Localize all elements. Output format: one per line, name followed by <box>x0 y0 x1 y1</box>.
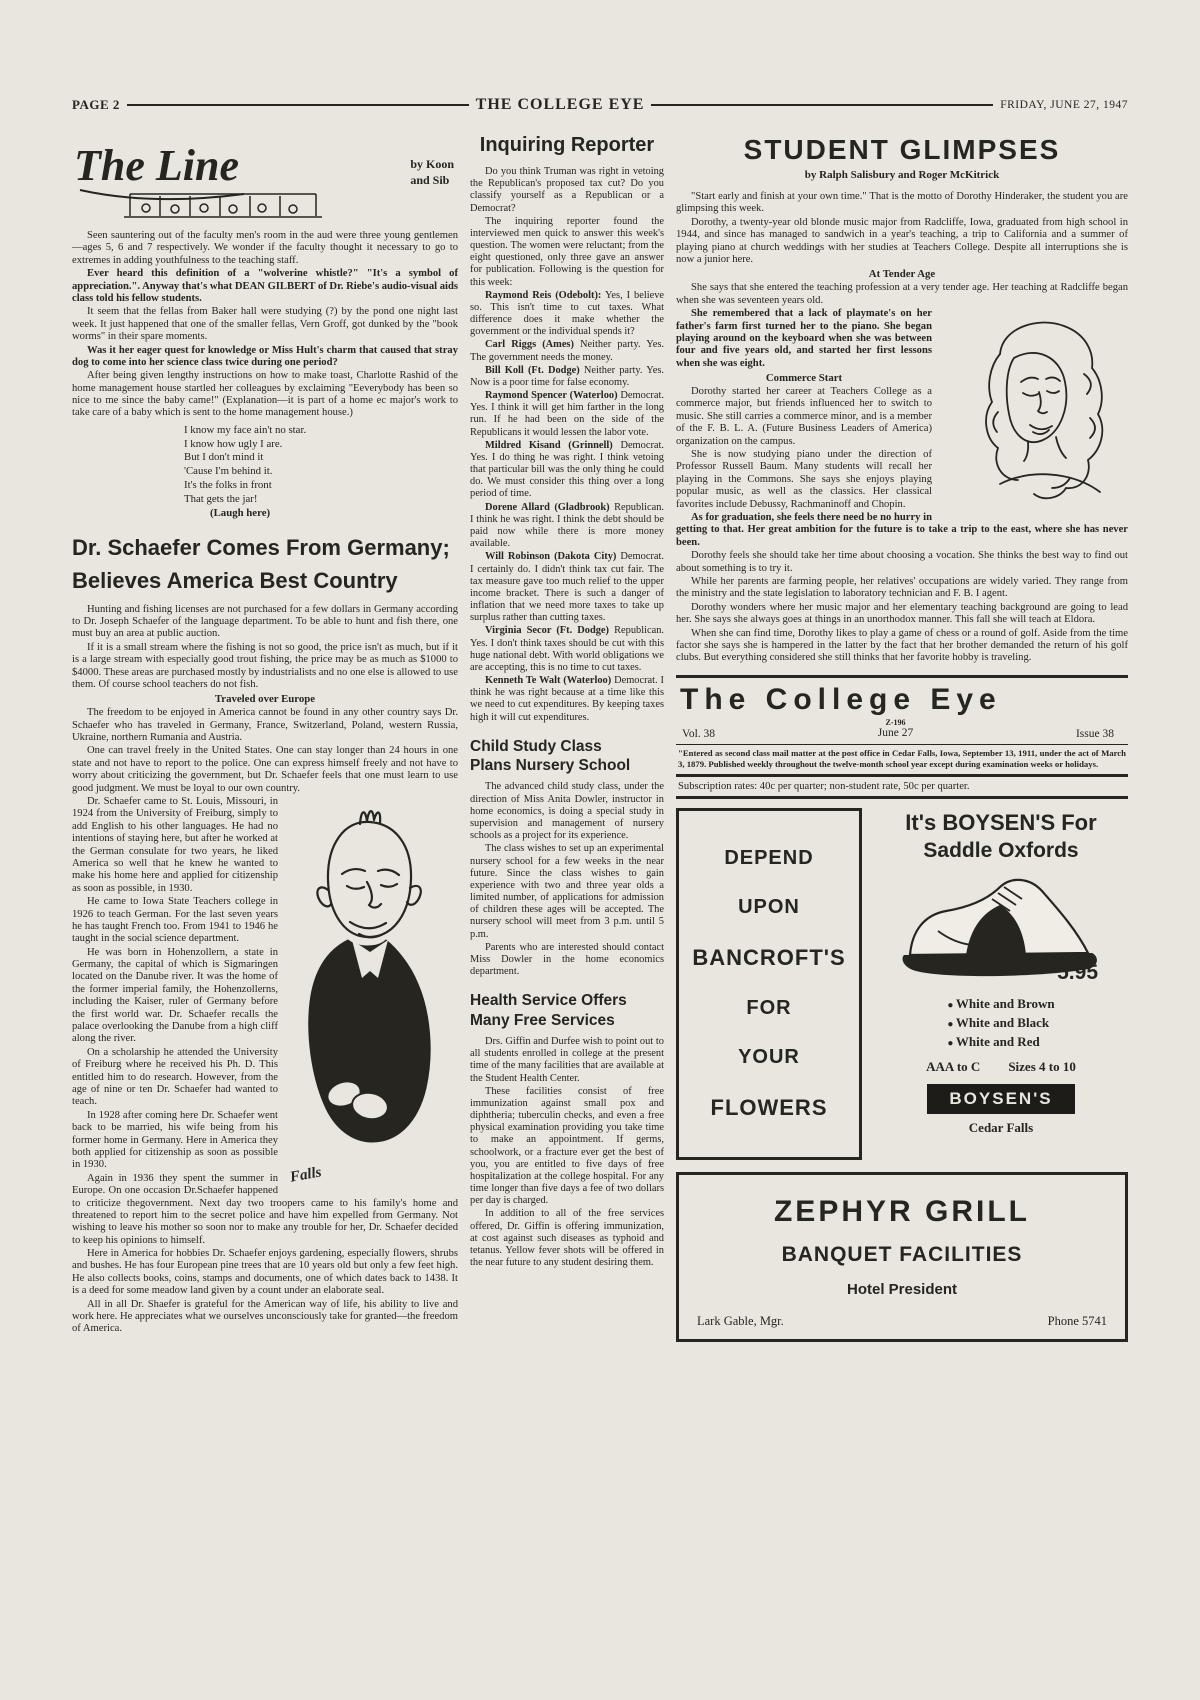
response-paragraph <box>470 502 664 551</box>
masthead-volume-row <box>676 719 1128 744</box>
headline-line: Many Free Services <box>470 1011 615 1029</box>
issue-date: FRIDAY, JUNE 27, 1947 <box>1000 99 1128 111</box>
ad-footer-row <box>697 1314 1107 1329</box>
response-paragraph <box>470 440 664 501</box>
response-paragraph <box>470 290 664 339</box>
paragraph: Drs. Giffin and Durfee wish to point out to all students enrolled in college at the present time of the many facilities that are available at the Student Health Center. <box>470 1035 664 1084</box>
paragraph: He came to Iowa State Teachers college in 1926 to teach German. For the last seven years he has taught French too. From 1941 to 1946 he taught in the social science department. <box>72 896 278 945</box>
boysens-ad <box>874 808 1128 1160</box>
headline-line: Child Study Class <box>470 737 602 755</box>
paragraph: Here in America for hobbies Dr. Schaefer enjoys gardening, especially flowers, shrubs and bushes. He has four European pine trees that are 10 years old but only a few feet high. He also collects books, coins, stamps and documents, one of which dates back to 1438. It is a deed for some meadow land given by a count under an elaborate seal. <box>72 1248 458 1297</box>
phone-number: Phone 5741 <box>1047 1313 1107 1328</box>
inquiring-reporter-headline: Inquiring Reporter <box>479 134 655 156</box>
respondent-name: Bill Koll (Ft. Dodge) <box>485 364 580 376</box>
issue-label: Issue 38 <box>1075 728 1114 741</box>
response-paragraph <box>470 390 664 439</box>
paragraph: One can travel freely in the United States. One can stay longer than 24 hours in one state and not have to report to the police. One can express himself freely and not have to worry about criticizing the government, but Dr. Schaefer feels that one must learn to use good judgment. We must be loyal to our own country. <box>72 745 458 794</box>
bullet-item <box>947 1015 1054 1031</box>
paragraph: He was born in Hohenzollern, a state in Germany, the capital of which is Sigmaringen located on the Danube river. It was the home of the former imperial family, the Hohenzollerns, including the Kaiser, ruler of Germany before the first world war. Dr. Schaefer recalls the palace overlooking the Danube from a high cliff along the river. <box>72 946 278 1045</box>
header-rule-right <box>651 104 993 106</box>
volume-label: Vol. 38 <box>682 728 716 741</box>
paragraph: On a scholarship he attended the University of Freiburg where he received his Ph. D. This entitled him to do research. However, from the age of nine or ten Dr. Schaefer had wanted to teach. <box>72 1046 278 1108</box>
masthead-title: The College Eye <box>680 682 1002 716</box>
paragraph: The inquiring reporter found the interviewed men quick to answer this week's question. The women were reluctant; from the eight questioned, only three gave an answer for publication. Following is the question for this week: <box>470 215 664 288</box>
z-code: Z-196 <box>885 717 906 727</box>
respondent-answer: Democrat. Yes. I do thing he was right. I think vetoing that particular bill was the only thing he could do. We must consider this thing over a long period of time. <box>470 439 664 500</box>
size-range: Sizes 4 to 10 <box>1008 1058 1076 1074</box>
paragraph: Dorothy started her career at Teachers College as a commerce major, but friends influenced her to switch to music. She still carries a commerce minor, and is a member of the F. B. L. A. (Future Business Leaders of America) organization on the campus. <box>676 386 932 447</box>
column-right <box>676 134 1128 1342</box>
headline-line: Plans Nursery School <box>470 757 631 775</box>
ad-line: BANCROFT'S <box>692 944 846 970</box>
bullet-item <box>947 1034 1054 1050</box>
schaefer-caricature-illustration <box>286 798 458 1190</box>
poem-line: It's the folks in front <box>184 479 272 492</box>
paragraph: While her parents are farming people, her relatives' occupations are widely varied. They range from the ministry and the state legislation to laboratory technician and F. B. I agent. <box>676 575 1128 600</box>
newspaper-title: THE COLLEGE EYE <box>475 96 645 113</box>
respondent-name: Will Robinson (Dakota City) <box>485 551 617 563</box>
ad-headline: ZEPHYR GRILL <box>773 1194 1030 1228</box>
respondent-answer: Republican. I think he was right. I think the debt should be paid now while there is more money available. <box>470 501 664 550</box>
section-subhead: Commerce Start <box>765 372 843 385</box>
the-line-masthead <box>72 134 458 230</box>
paragraph: "Start early and finish at your own time." That is the motto of Dorothy Hinderaker, the student you are glimpsing this week. <box>676 191 1128 215</box>
store-city: Cedar Falls <box>968 1119 1034 1135</box>
paragraph: Parents who are interested should contact Miss Dowler in the home economics department. <box>470 941 664 978</box>
artist-signature: Falls <box>288 1164 323 1186</box>
respondent-name: Kenneth Te Walt (Waterloo) <box>485 675 612 687</box>
section-subhead: Traveled over Europe <box>214 693 316 706</box>
ad-line: UPON <box>738 895 800 918</box>
paragraph: She remembered that a lack of playmate's on her father's farm first turned her to the piano. She began playing around on the keyboard when she was between four and five years old, and started her first lessons when she was eight. <box>676 308 932 369</box>
poem-tag: (Laugh here) <box>210 506 271 519</box>
bullet-item <box>947 996 1054 1012</box>
paragraph: As for graduation, she feels there need be no hurry in getting to that. Her great ambition for the future is to take a trip to the east, where she has never been. <box>676 511 1128 548</box>
ad-headline: It's BOYSEN'S For <box>905 809 1097 835</box>
respondent-answer: Democrat. Yes. I think it will get him farther in the long run. If he had been on the side of the Republicans it would lessen the labor vote. <box>470 390 664 438</box>
paragraph: She says that she entered the teaching profession at a very tender age. Her teaching at Radcliffe began when she was seventeen years old. <box>676 282 1128 306</box>
ad-line: FLOWERS <box>710 1094 828 1120</box>
ad-subheadline: BANQUET FACILITIES <box>781 1242 1023 1266</box>
header-rule-left <box>127 104 469 106</box>
price-label: 5.95 <box>1057 960 1098 984</box>
paragraph: When she can find time, Dorothy likes to play a game of chess or a round of golf. Aside from the time factor she says she is hampered in the latter by the fact that her brother demanded the return of his golf clubs. But everything considered she still thinks that her favorite hobby is traveling. <box>676 627 1128 664</box>
respondent-name: Virginia Secor (Ft. Dodge) <box>485 625 609 637</box>
health-service-headline <box>470 991 664 1030</box>
poem-line: That gets the jar! <box>184 492 258 505</box>
paragraph: All in all Dr. Shaefer is grateful for the American way of life, his ability to live and work here. He appreciates what we ourselves unconsciously take for granted—the freedom of America. <box>72 1298 458 1335</box>
respondent-name: Mildred Kisand (Grinnell) <box>485 439 613 451</box>
headline-line: Believes America Best Country <box>72 567 398 593</box>
respondent-name: Raymond Reis (Odebolt): <box>485 289 602 301</box>
response-paragraph <box>470 365 664 389</box>
masthead-center <box>878 719 913 740</box>
color-option: White and Red <box>955 1033 1040 1049</box>
paragraph: Dorothy feels she should take her time about choosing a vocation. She thinks the best way to find out about something is to try it. <box>676 550 1128 574</box>
respondent-answer: Democrat. I think he was right because at a time like this we need to cut expenditures. By keeping taxes high it will cut expenditures. <box>470 675 664 723</box>
paragraph: It seem that the fellas from Baker hall were studying (?) by the pond one night last week. It just happened that one of the smaller fellas, Vern Groff, got dunked by the "book worms" in their spare moments. <box>72 306 458 343</box>
paragraph: She is now studying piano under the direction of Professor Russell Baum. Many students will recall her playing in the Commons. She says she enjoys playing popular music, as well as the classics. Her classical favorites include Debussy, Rachmaninoff and Chopin. <box>676 449 932 510</box>
respondent-name: Dorene Allard (Gladbrook) <box>485 501 610 513</box>
respondent-answer: Neither party. Yes. Now is a poor time for false economy. <box>470 364 664 388</box>
dorothy-portrait-illustration <box>942 308 1128 514</box>
sizes-row <box>926 1059 1076 1075</box>
ad-headline: Saddle Oxfords <box>923 838 1079 862</box>
masthead-rule <box>676 796 1128 799</box>
paragraph: In addition to all of the free services offered, Dr. Giffin is offering immunization, at cost against such diseases as typhoid and tetanus. Yellow fever shots will be offered in the near future to any student desiring them. <box>470 1208 664 1269</box>
boysens-store-badge: BOYSEN'S <box>927 1084 1074 1114</box>
shoe-area <box>874 867 1128 987</box>
entered-notice: "Entered as second class mail matter at the post office in Cedar Falls, Iowa, September 13, 1911, under the act of March 3, 1879. Published weekly throughout the twelve-month school year except during examination weeks or holidays. <box>678 748 1126 770</box>
width-range: AAA to C <box>926 1058 981 1074</box>
color-option: White and Brown <box>955 995 1055 1011</box>
headline-line: Health Service Offers <box>470 992 627 1010</box>
section-subhead: At Tender Age <box>868 268 936 281</box>
the-line-logo <box>72 134 372 228</box>
paragraph: Again in 1936 they spent the summer in Europe. On one occasion Dr.Schaefer happened to criticize thegovernment. Next day two troopers came to his family's home and threatened to report him to the secret police and have him expelled from Germany. Not wishing to leave his mother so soon nor to make any trouble for her, Dr. Schaefer decided to keep his opinions to himself. <box>72 1172 458 1246</box>
advertisement-row <box>676 808 1128 1160</box>
color-option: White and Black <box>955 1014 1050 1030</box>
paragraph: These facilities consist of free immunization against small pox and diphtheria; tuberculin checks, and even a free physical examination providing you take time to make an appointment. If germs, schoolwork, or a fracture ever get the best of you, you are entitled to five days of free hospitalization at the college hospital. For any time longer than five days a fee of two dollars per day is charged. <box>470 1085 664 1207</box>
paragraph: Hunting and fishing licenses are not purchased for a few dollars in Germany according to Dr. Joseph Schaefer of the language department. To be able to hunt and fish there, one must buy an area at public auction. <box>72 603 458 640</box>
paragraph: Seen sauntering out of the faculty men's room in the aud were three young gentlemen—ages 5, 6 and 7 respectively. We wonder if the faculty thought it necessary to go to extremes in adding youthfulness to the teaching staff. <box>72 230 458 266</box>
poem-line: 'Cause I'm behind it. <box>184 465 273 478</box>
respondent-answer: Republican. Yes. I don't think taxes should be cut with this huge national debt. With world obligations we are accepting, this is no time to cut taxes. <box>470 625 664 673</box>
manager-name: Lark Gable, Mgr. <box>697 1313 784 1328</box>
zephyr-grill-ad <box>676 1172 1128 1342</box>
respondent-answer: Democrat. I certainly do. I didn't think tax cut fair. The tax measure gave too much relief to the upper income bracket. There is such a danger of inflation that we need more taxes to take up surplus rather than cutting taxes. <box>470 551 664 624</box>
college-eye-masthead <box>676 675 1128 799</box>
respondent-answer: Neither party. Yes. The government needs the money. <box>470 339 664 363</box>
child-study-headline <box>470 737 664 776</box>
paragraph: The advanced child study class, under the direction of Miss Anita Dowler, instructor in home economics, is doing a special study in supervision and management of nursery schools as a project for its experience. <box>470 781 664 842</box>
color-options-list <box>947 993 1054 1053</box>
paragraph: The freedom to be enjoyed in America cannot be found in any other country says Dr. Schaefer who has traveled in Germany, France, Switzerland, Poland, western Russia, Ukraine, northern Rumania and Austria. <box>72 707 458 744</box>
subscription-rates: Subscription rates: 40c per quarter; non-student rate, 50c per quarter. <box>678 780 970 792</box>
schaefer-headline <box>72 531 458 597</box>
paragraph: Ever heard this definition of a "wolverine whistle?" "It's a symbol of appreciation.". Anyway that's what DEAN GILBERT of Dr. Riebe's audio-visual aids class told his fellow students. <box>72 268 458 304</box>
paragraph: After being given lengthy instructions on how to make toast, Charlotte Rashid of the home management house startled her colleagues by exclaiming "Eeverybody has been so nice to me since the baby came!" (Explanation—it is part of a home ec major's work to take care of a baby which is sent to the home management house.) <box>72 370 458 419</box>
bancrofts-ad <box>676 808 862 1160</box>
respondent-name: Carl Riggs (Ames) <box>485 339 574 351</box>
paragraph: Was it her eager quest for knowledge or Miss Hult's charm that caused that stray dog to come into her science class twice during one period? <box>72 344 458 368</box>
poem-line: I know how ugly I are. <box>184 437 283 450</box>
paragraph: If it is a small stream where the fishing is not so good, the price isn't as much, but if it is a large stream with especially good trout fishing, the price may be as much as $1000 to $4000. These areas are purchased mostly by industrialists and no one else is allowed to use them. Of course school teachers do not fish. <box>72 641 458 690</box>
poem-line: But I don't mind it <box>184 451 264 464</box>
paragraph: Dr. Schaefer came to St. Louis, Missouri, in 1924 from the University of Freiburg, simply to add English to his other languages. He had no intentions of staying here, but after he worked at the German consulate for two years, he liked America so well that he knew he wanted to make his home here and applied for citizenship as soon as possible, in 1930. <box>72 796 278 894</box>
ad-location: Hotel President <box>846 1280 958 1298</box>
paragraph: Dorothy wonders where her music major and her elementary teaching background are going to lead her. She says she always goes at things in an unorthodox manner. This fall she will teach at Eldora. <box>676 601 1128 626</box>
credit-line: and Sib <box>410 173 450 188</box>
column-layout <box>72 134 1128 1342</box>
byline: by Ralph Salisbury and Roger McKitrick <box>804 169 1000 181</box>
theater-line-doodle <box>124 194 322 217</box>
paragraph: In 1928 after coming here Dr. Schaefer went back to be married, his wife being from his former home in Germany. Here in America they both applied for citizenship as soon as possible in 1930. <box>72 1109 278 1171</box>
response-paragraph <box>470 625 664 674</box>
respondent-name: Raymond Spencer (Waterloo) <box>485 390 618 402</box>
credit-line: by Koon <box>410 157 454 171</box>
respondent-answer: Yes, I believe so. This isn't time to cut taxes. What difference does it make whether the government or the individual spends it? <box>470 289 665 338</box>
poem <box>184 424 458 521</box>
paragraph: The class wishes to set up an experimental nursery school for a few weeks in the near future. Since the class wishes to gain experience with two and three year olds a limited number, of applications for admission of children these ages will be accepted. The nursery school will meet from 3 p.m. until 5 p.m. <box>470 843 664 940</box>
page-header <box>72 96 1128 114</box>
ad-line: YOUR <box>738 1045 800 1068</box>
the-line-credit <box>410 156 454 188</box>
ad-line: FOR <box>746 996 792 1019</box>
column-middle <box>470 134 664 1270</box>
headline-line: Dr. Schaefer Comes From Germany; <box>72 534 450 560</box>
column-left <box>72 134 458 1337</box>
response-paragraph <box>470 551 664 624</box>
poem-line: I know my face ain't no star. <box>184 423 307 436</box>
the-line-logo-text: The Line <box>74 141 239 190</box>
page-number-label: PAGE 2 <box>72 97 120 112</box>
response-paragraph <box>470 675 664 724</box>
masthead-date: June 27 <box>877 727 914 740</box>
response-paragraph <box>470 339 664 363</box>
ad-line: DEPEND <box>724 846 814 869</box>
student-glimpses-headline: STUDENT GLIMPSES <box>743 134 1061 165</box>
paragraph: Do you think Truman was right in vetoing the Republican's proposed tax cut? Do you classify yourself as a Republican or a Democrat? <box>470 166 664 214</box>
paragraph: Dorothy, a twenty-year old blonde music major from Radcliffe, Iowa, graduated from high school in 1944, and since has managed to sandwich in a year's teaching, a trip to California and a summer of playing piano at church weddings with her studies at Teachers College. Despite all interruptions she is now a junior here. <box>676 216 1128 265</box>
